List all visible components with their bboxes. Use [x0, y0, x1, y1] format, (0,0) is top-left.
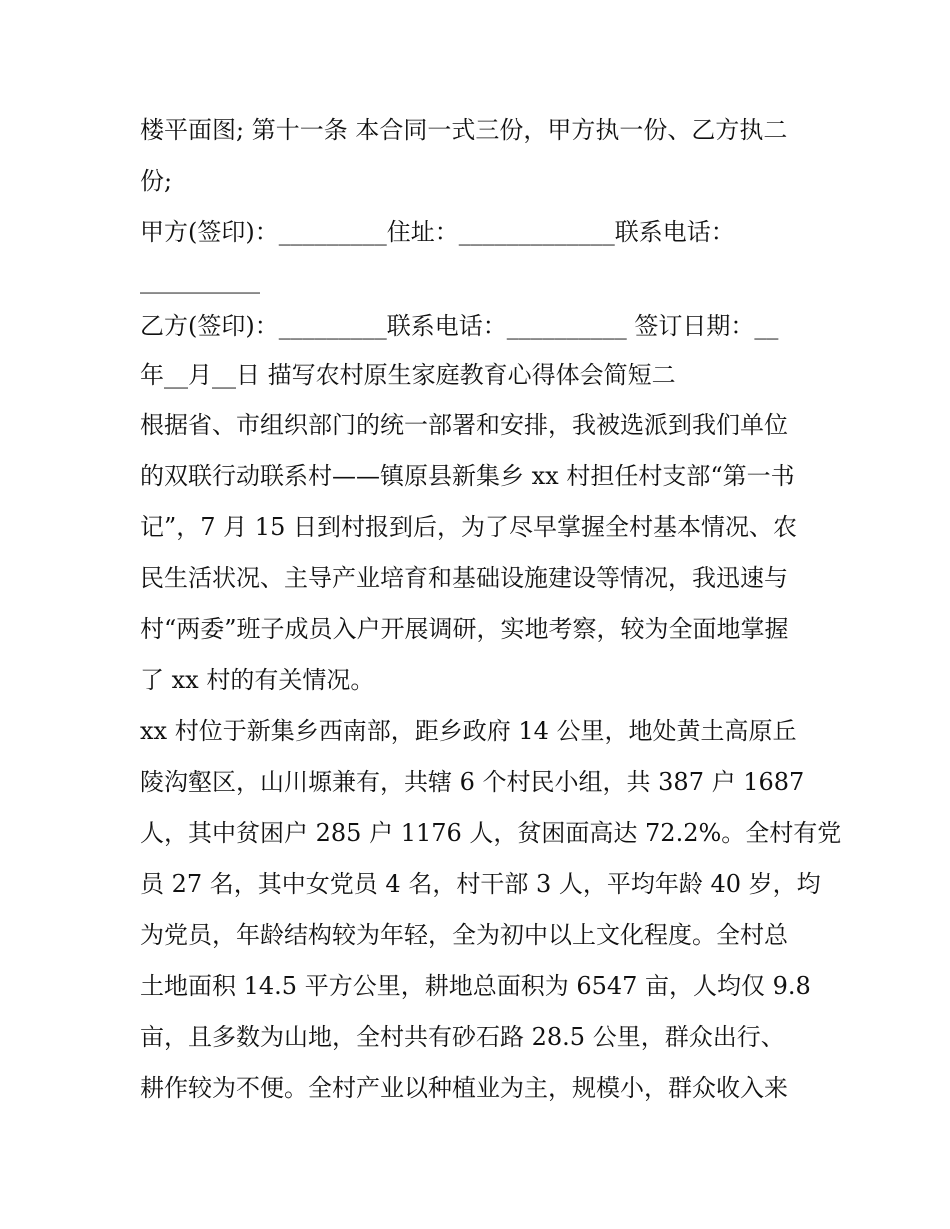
text-line: xx 村位于新集乡西南部，距乡政府 14 公里，地处黄土高原丘	[140, 717, 797, 745]
text-line: 陵沟壑区，山川塬兼有，共辖 6 个村民小组，共 387 户 1687	[140, 768, 805, 796]
text-line: 年__月__日 描写农村原生家庭教育心得体会简短二	[140, 361, 676, 389]
text-line: 根据省、市组织部门的统一部署和安排，我被选派到我们单位	[140, 411, 788, 439]
text-line: 人，其中贫困户 285 户 1176 人，贫困面高达 72.2%。全村有党	[140, 819, 842, 847]
text-line: 甲方(签印)：_________住址：_____________联系电话：	[140, 218, 735, 246]
text-line: 份;	[140, 167, 173, 195]
text-line: 民生活状况、主导产业培育和基础设施建设等情况，我迅速与	[140, 564, 788, 592]
text-line: 村“两委”班子成员入户开展调研，实地考察，较为全面地掌握	[140, 615, 789, 643]
text-line: 亩，且多数为山地，全村共有砂石路 28.5 公里，群众出行、	[140, 1023, 785, 1051]
text-line: 土地面积 14.5 平方公里，耕地总面积为 6547 亩，人均仅 9.8	[140, 972, 811, 1000]
text-line: 了 xx 村的有关情况。	[140, 666, 375, 694]
text-line: 记”，7 月 15 日到村报到后，为了尽早掌握全村基本情况、农	[140, 513, 797, 541]
text-line: 为党员，年龄结构较为年轻，全为初中以上文化程度。全村总	[140, 921, 788, 949]
text-line: 乙方(签印)：_________联系电话：__________ 签订日期：__	[140, 312, 779, 340]
text-line: 员 27 名，其中女党员 4 名，村干部 3 人，平均年龄 40 岁，均	[140, 870, 821, 898]
text-line: 的双联行动联系村——镇原县新集乡 xx 村担任村支部“第一书	[140, 462, 795, 490]
text-line: 楼平面图; 第十一条 本合同一式三份，甲方执一份、乙方执二	[140, 116, 788, 144]
text-line: 耕作较为不便。全村产业以种植业为主，规模小，群众收入来	[140, 1074, 788, 1102]
text-line: __________	[140, 266, 260, 294]
